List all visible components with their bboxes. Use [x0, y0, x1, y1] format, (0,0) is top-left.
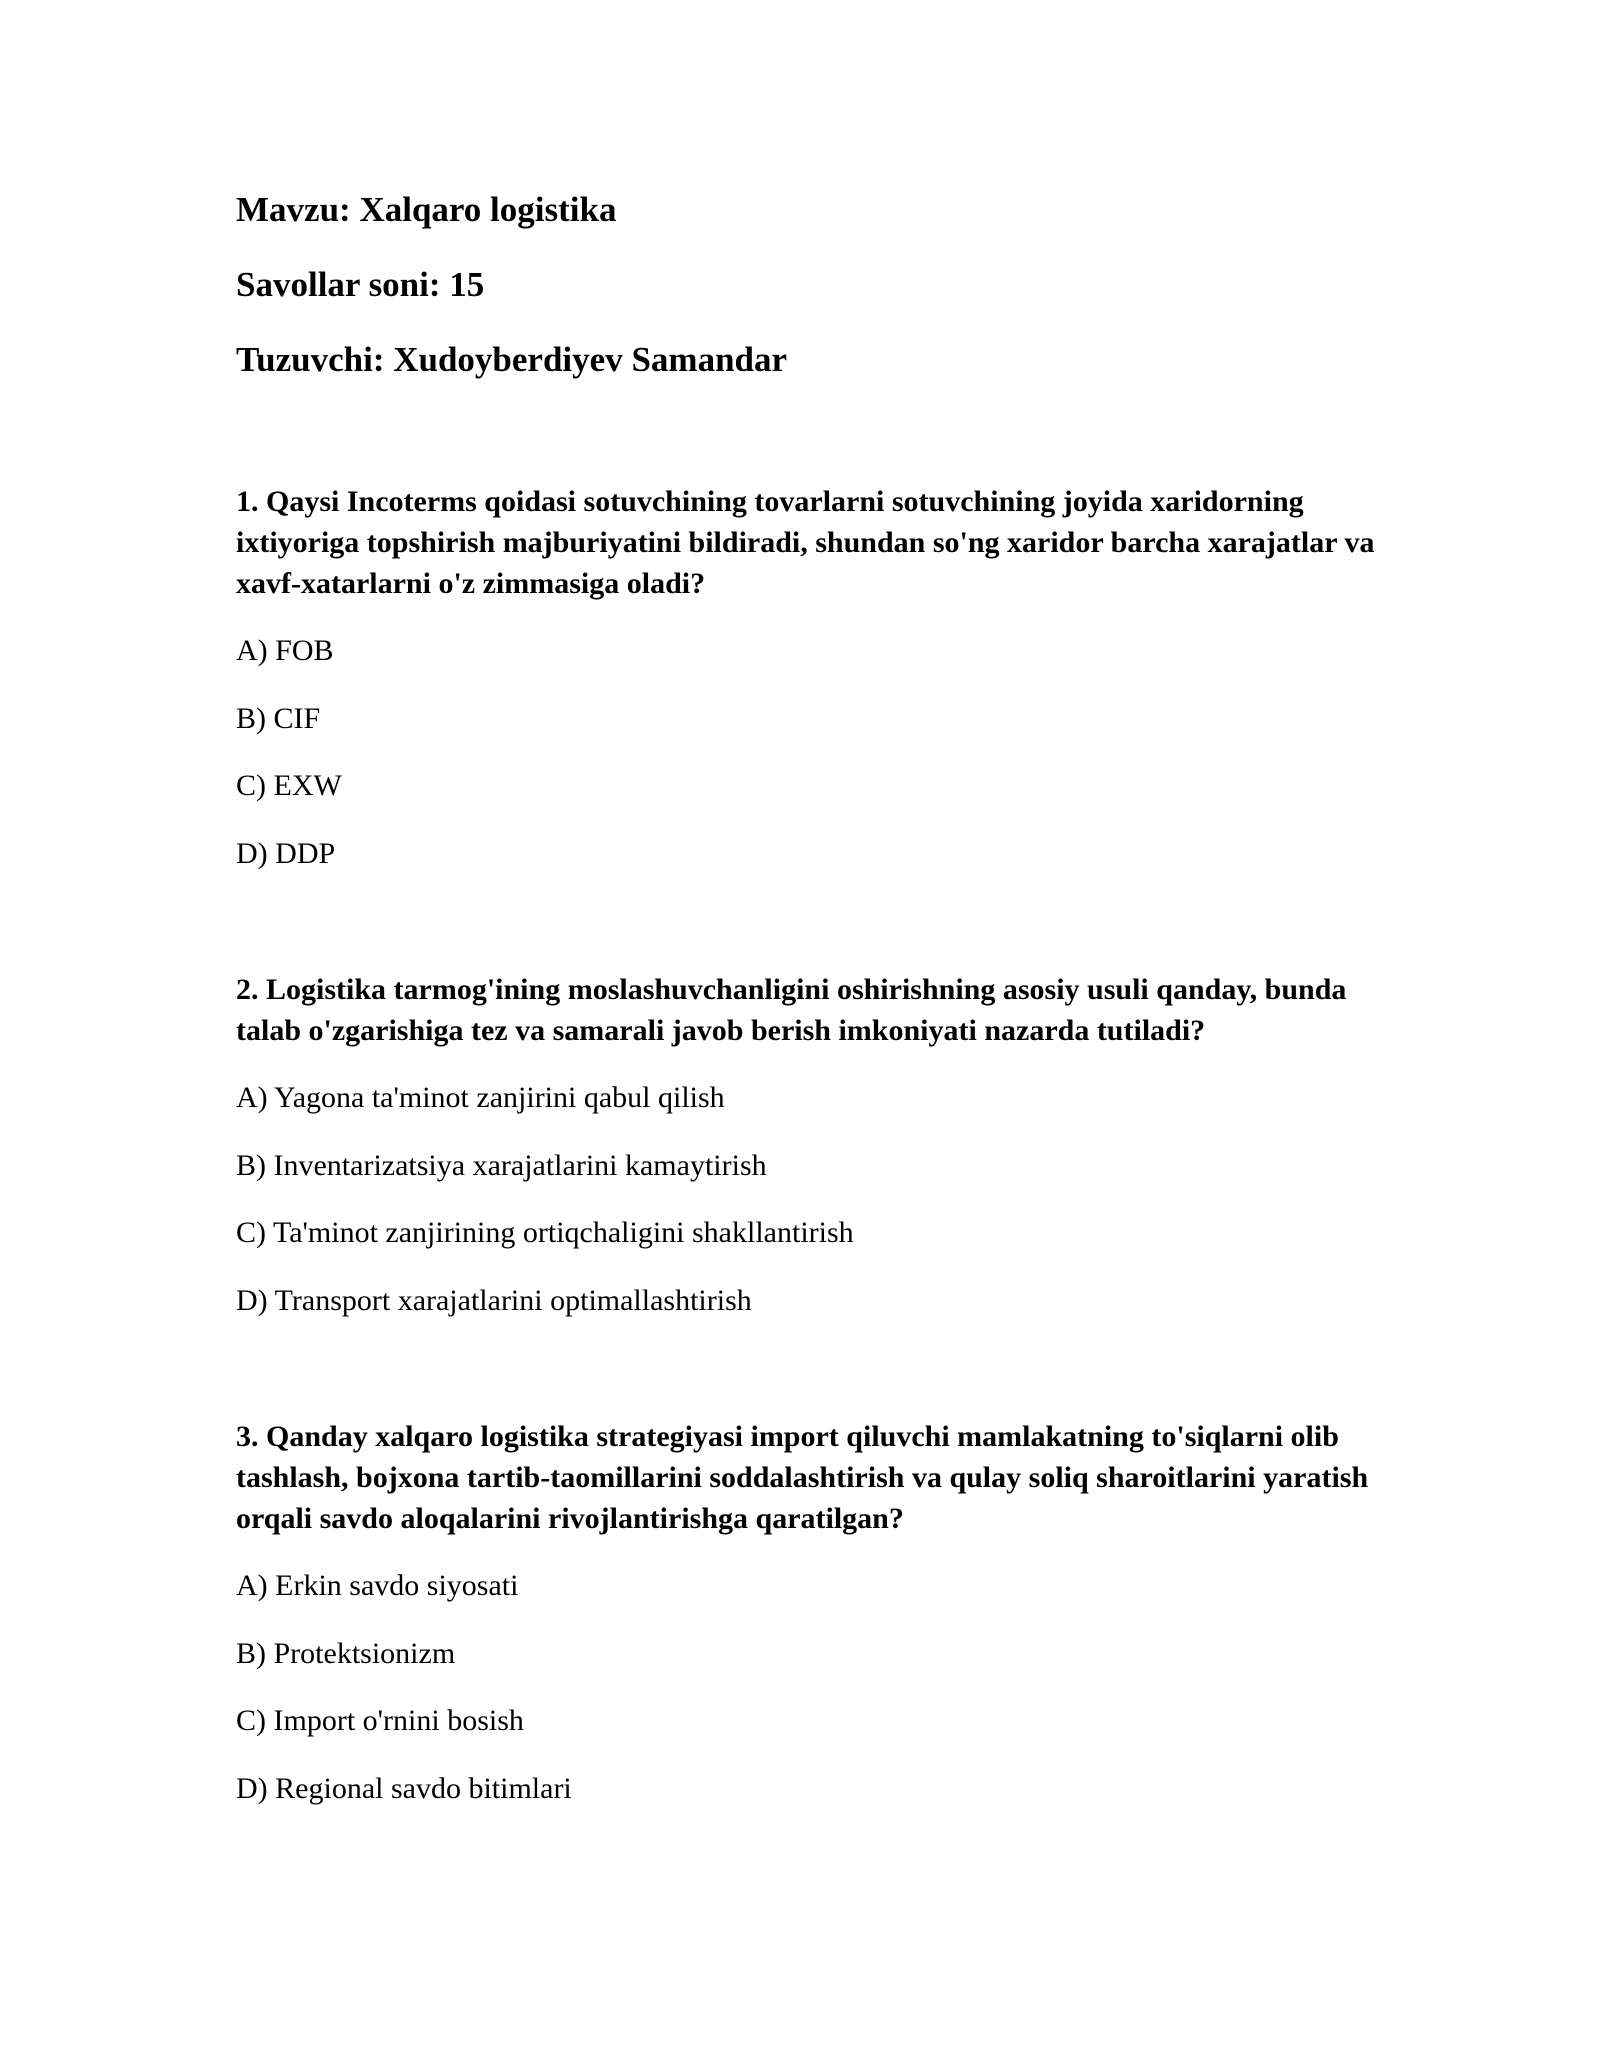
question-count-heading: Savollar soni: 15: [236, 265, 485, 304]
question-3-option-a: A) Erkin savdo siyosati: [236, 1569, 519, 1602]
question-1-option-c: C) EXW: [236, 769, 342, 802]
topic-heading: Mavzu: Xalqaro logistika: [236, 190, 617, 229]
question-1-option-d: D) DDP: [236, 837, 336, 870]
question-2-option-d: D) Transport xarajatlarini optimallashtirish: [236, 1284, 752, 1317]
question-2-option-a: A) Yagona ta'minot zanjirini qabul qilish: [236, 1081, 725, 1114]
question-2-text: 2. Logistika tarmog'ining moslashuvchanligini oshirishning asosiy usuli qanday, bunda talab o'zgarishiga tez va samarali javob berish imkoniyati nazarda tutiladi?: [236, 973, 1347, 1047]
question-1-text: 1. Qaysi Incoterms qoidasi sotuvchining tovarlarni sotuvchining joyida xaridorning ixtiyoriga topshirish majburiyatini bildiradi, shundan so'ng xaridor barcha xarajatlar va xavf-xatarlarni o'z zimmasiga oladi?: [236, 485, 1375, 600]
question-2-option-b: B) Inventarizatsiya xarajatlarini kamaytirish: [236, 1149, 767, 1182]
question-3-option-b: B) Protektsionizm: [236, 1637, 456, 1670]
question-3-option-c: C) Import o'rnini bosish: [236, 1704, 524, 1737]
question-3-text: 3. Qanday xalqaro logistika strategiyasi import qiluvchi mamlakatning to'siqlarni olib tashlash, bojxona tartib-taomillarini soddalashtirish va qulay soliq sharoitlarini yaratish orqali savdo aloqalarini rivojlantirishga qaratilgan?: [236, 1420, 1369, 1535]
author-heading: Tuzuvchi: Xudoyberdiyev Samandar: [236, 340, 788, 379]
question-3-option-d: D) Regional savdo bitimlari: [236, 1772, 572, 1805]
question-1-option-b: B) CIF: [236, 702, 321, 735]
question-1-option-a: A) FOB: [236, 634, 334, 667]
question-2-option-c: C) Ta'minot zanjirining ortiqchaligini shakllantirish: [236, 1216, 854, 1249]
